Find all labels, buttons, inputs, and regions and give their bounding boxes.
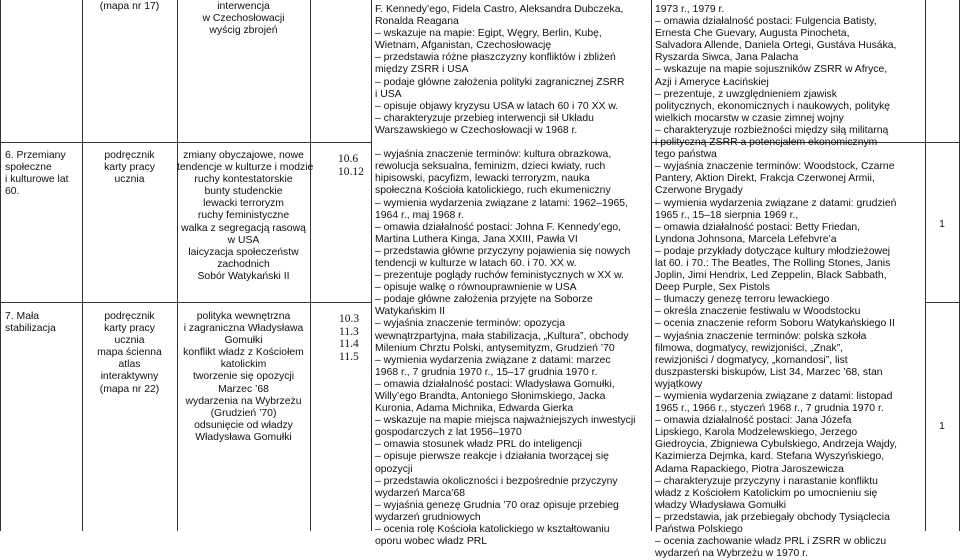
means-item: ucznia (114, 174, 145, 186)
content-cell-7 (177, 311, 310, 444)
requirement-line: Joplin, Jimi Hendrix, Led Zeppelin, Black Sabbath, (655, 270, 887, 282)
requirement-line: – wskazuje na mapie miejsca najważniejszych inwestycji (375, 415, 636, 427)
requirement-line: – charakteryzuje rozbieżności między siłą militarną (655, 124, 889, 136)
ref-item: 10.12 (338, 165, 364, 178)
content-cell-top (177, 1, 310, 37)
row-divider (0, 302, 371, 303)
requirement-line: wyjątkowy (655, 378, 703, 390)
content-item: katolickim (220, 359, 267, 371)
content-item: lewacki terroryzm (203, 198, 284, 210)
topic-cell-7 (5, 311, 81, 335)
requirement-line (375, 137, 649, 149)
requirement-line: i USA (375, 88, 402, 100)
row-divider (0, 142, 371, 143)
requirement-line: – opisuje walkę o równouprawnienie w USA (375, 282, 577, 294)
content-item: bunty studenckie (204, 186, 283, 198)
refs-cell-6 (338, 153, 371, 178)
table-border-left (0, 0, 1, 531)
requirement-line: 1964 r., maj 1968 r. (375, 209, 464, 221)
requirement-line: Lipskiego, Karola Modzelewskiego, Jerzego (655, 427, 858, 439)
requirement-line: i polityczną ZSRR a potencjałem ekonomicznym (655, 137, 878, 149)
requirement-line: filmowa, dogmatycy, rewizjoniści, „Znak”, (655, 342, 844, 354)
requirement-line: wewnątrzpartyjna, mała stabilizacja, „Kultura”, obchody (375, 330, 629, 342)
content-item: zachodnich (217, 258, 270, 270)
requirement-line: – wyjaśnia znaczenie terminów: opozycja (375, 318, 566, 330)
means-item: atlas (118, 359, 141, 371)
requirement-line: – wymienia wydarzenia związane z datami: listopad (655, 391, 893, 402)
requirement-line: – ocenia rolę Kościoła katolickiego w kształtowaniu (375, 524, 610, 536)
requirement-line: – przedstawia różne płaszczyzny konfliktów i zbliżeń (375, 52, 616, 64)
requirement-line: Lyndona Johnsona, Marcela Lefebvre’a (655, 233, 837, 245)
requirement-line: – przedstawia okoliczności i bezpośrednie przyczyny (375, 475, 618, 487)
requirement-line: wydarzeń na Wybrzeżu w 1970 r. (655, 548, 808, 560)
content-item: wydarzenia na Wybrzeżu (185, 395, 302, 407)
content-item: wyścig zbrojeń (209, 25, 278, 37)
ref-item: 11.3 (339, 325, 359, 338)
requirement-line: – omawia działalność postaci: Fulgencia Batisty, (655, 16, 877, 28)
hours-value: 1 (939, 219, 945, 230)
requirement-line: – charakteryzuje przyczyny i narastanie konfliktu (655, 475, 878, 487)
requirement-line: Willy’ego Brandta, Antoniego Słonimskiego, Jacka (375, 391, 606, 402)
requirement-line: – tłumaczy genezę terroru lewackiego (655, 294, 830, 306)
requirement-line: – podaje główne założenia polityki zagranicznej ZSRR (375, 76, 625, 88)
requirement-line: Milenium Chrztu Polski, antysemityzm, Grudzień ’70 (375, 342, 615, 354)
requirement-line: – przedstawia główne przyczyny pojawienia się nowych (375, 245, 631, 257)
content-item: ruchy kontestatorskie (194, 174, 293, 186)
means-item: karty pracy (104, 162, 155, 174)
content-item: tworzenie się opozycji (192, 371, 295, 383)
requirement-line: Azji i Ameryce Łacińskiej (655, 76, 769, 88)
content-item: tendencje w kulturze i modzie (177, 162, 314, 174)
requirement-line: – wymienia wydarzenia związane z datami: marzec (375, 354, 611, 366)
means-item: mapa ścienna (97, 347, 162, 359)
means-cell-top (82, 1, 177, 13)
requirement-line: wydarzeń grudniowych (375, 511, 481, 523)
requirement-line: Ronalda Reagana (375, 16, 459, 28)
requirement-line: duszpasterski biskupów, List 34, Marzec ’68, stan (655, 366, 883, 378)
requirement-line: Ryszarda Siwca, Jana Palacha (655, 52, 799, 64)
requirement-line: – wyjaśnia genezę Grudnia ’70 oraz opisuje przebieg (375, 499, 619, 511)
requirement-line: – omawia działalność postaci: Jana Józefa (655, 415, 852, 427)
means-item: podręcznik (104, 311, 155, 322)
requirement-line: – wskazuje na mapie sojuszników ZSRR w Afryce, (655, 64, 888, 76)
requirement-line: – charakteryzuje przebieg interwencji sił Układu (375, 112, 594, 124)
hours-cell-7 (925, 421, 959, 433)
topic-cell-6 (5, 150, 81, 198)
requirement-line: – omawia stosunek władz PRL do inteligencji (375, 439, 582, 451)
column-divider (310, 0, 311, 531)
requirement-line: opozycji (375, 463, 413, 475)
requirement-line: Kuronia, Adama Michnika, Edwarda Gierka (375, 403, 574, 415)
requirement-line: – opisuje objawy kryzysu USA w latach 60 i 70 XX w. (375, 100, 619, 112)
requirement-line: – omawia działalność postaci: Johna F. Kennedy’ego, (375, 221, 622, 233)
means-cell-7 (82, 311, 177, 396)
content-item: Władysława Gomułki (195, 431, 292, 443)
requirement-line: władz z Kościołem Katolickim po umocnieniu się (655, 487, 878, 499)
requirement-line: – określa znaczenie festiwalu w Woodstocku (655, 306, 861, 318)
topic-line: 60. (5, 186, 20, 198)
requirement-line: Państwa Polskiego (655, 524, 743, 536)
requirement-line: politycznych, ekonomicznych i naukowych, politykę (655, 100, 891, 112)
hours-value: 1 (939, 421, 945, 432)
means-item: interaktywny (100, 371, 159, 383)
topic-line: 6. Przemiany (5, 150, 66, 161)
requirement-line: – wymienia wydarzenia związane z latami: 1962–1965, (375, 197, 628, 209)
basic-requirements-column (375, 4, 649, 548)
ref-item: 10.6 (338, 153, 359, 165)
requirement-line: – wyjaśnia znaczenie terminów: polska szkoła (655, 330, 867, 342)
requirement-line: – wyjaśnia znaczenie terminów: Woodstock, Czarne (655, 161, 895, 173)
requirement-line: wydarzeń Marca’68 (375, 487, 466, 499)
requirement-line: władzy Władysława Gomułki (655, 499, 787, 511)
requirement-line: 1965 r., 1966 r., styczeń 1968 r., 7 grudnia 1970 r. (655, 403, 884, 415)
topic-line: 7. Mała (5, 311, 40, 322)
requirement-line: Martina Luthera Kinga, Jana XXIII, Pawła VI (375, 233, 578, 245)
means-item: (mapa nr 22) (99, 383, 160, 395)
column-divider (925, 0, 926, 531)
requirement-line: Salvadora Allende, Daniela Ortegi, Gustáva Husáka, (655, 40, 897, 52)
requirement-line: Deep Purple, Sex Pistols (655, 282, 770, 294)
column-divider (371, 0, 372, 531)
requirement-line: F. Kennedy’ego, Fidela Castro, Aleksandra Dubczeka, (375, 4, 624, 15)
requirement-line: między ZSRR i USA (375, 64, 469, 76)
means-item: (mapa nr 17) (99, 1, 160, 12)
means-cell-6 (82, 150, 177, 186)
requirement-line: lat 60. i 70.: The Beatles, The Rolling Stones, Janis (655, 257, 891, 269)
requirement-line: Kazimierza Dejmka, kard. Stefana Wyszyńskiego, (655, 451, 885, 463)
requirement-line: Ernesta Che Guevary, Augusta Pinocheta, (655, 28, 850, 40)
requirement-line: 1968 r., 7 grudnia 1970 r., 15–17 grudnia 1970 r. (375, 366, 598, 378)
refs-cell-7 (339, 313, 371, 363)
requirement-line: – podaje główne założenia przyjęte na Soborze (375, 294, 593, 306)
requirement-line: – wymienia wydarzenia związane z datami: grudzień (655, 197, 897, 209)
requirement-line: – wskazuje na mapie: Egipt, Węgry, Berlin, Kubę, (375, 28, 602, 40)
requirement-line: – omawia działalność postaci: Betty Friedan, (655, 221, 861, 233)
means-item: karty pracy (104, 323, 155, 335)
content-item: odsunięcie od władzy (194, 419, 293, 431)
ref-item: 11.4 (339, 338, 359, 351)
requirement-line: Watykańskim II (375, 306, 446, 318)
requirement-line: – ocenia zachowanie władz PRL i ZSRR w obliczu (655, 536, 887, 548)
requirement-line: Wietnam, Afganistan, Czechosłowację (375, 40, 552, 52)
requirement-line: Adama Rapackiego, Piotra Jaroszewicza (655, 463, 844, 475)
content-item: Marzec ’68 (218, 383, 269, 395)
hours-cell-6 (925, 219, 959, 231)
content-item: konflikt władz z Kościołem (183, 347, 304, 359)
requirement-line: Giedroycia, Zbigniewa Cybulskiego, Andrzeja Wajdy, (655, 439, 897, 451)
topic-line: społeczne (5, 162, 52, 174)
topic-line: i kulturowe lat (5, 174, 69, 186)
requirement-line: tendencji w kulturze w latach 60. i 70. XX w. (375, 257, 577, 269)
content-item: walka z segregacją rasową (181, 222, 306, 234)
means-item: ucznia (114, 335, 145, 347)
means-item: podręcznik (104, 150, 155, 161)
content-item: interwencja (217, 1, 270, 12)
row-divider (925, 302, 960, 303)
content-item: polityka wewnętrzna (196, 311, 291, 322)
requirement-line: rewizjoniści / dogmatycy, „komandosi”, list (655, 354, 848, 366)
ref-item: 11.5 (339, 350, 359, 363)
column-divider (651, 0, 652, 531)
content-item: i zagraniczna Władysława (183, 323, 304, 335)
column-divider (82, 0, 83, 531)
requirement-line: Pantery, Aktion Direkt, Frakcja Czerwonej Armii, (655, 173, 875, 185)
requirement-line: – ocenia znaczenie reform Soboru Watykańskiego II (655, 318, 895, 330)
requirement-line: – przedstawia, jak przebiegały obchody Tysiąclecia (655, 511, 890, 523)
requirement-line: społeczna Kościoła katolickiego, ruch ekumeniczny (375, 185, 611, 197)
requirement-line: wielkich mocarstw w czasie zimnej wojny (655, 112, 844, 124)
requirement-line: – prezentuje, z uwzględnieniem zjawisk (655, 88, 837, 100)
content-item: zmiany obyczajowe, nowe (183, 150, 304, 161)
content-item: Gomułki (224, 335, 263, 347)
requirement-line: – prezentuje poglądy ruchów feministycznych w XX w. (375, 270, 624, 282)
ref-item: 10.3 (339, 313, 360, 325)
requirement-line: rewolucja seksualna, feminizm, dzieci kwiaty, ruch (375, 161, 606, 173)
content-item: w USA (227, 234, 260, 246)
requirement-line: – omawia działalność postaci: Władysława Gomułki, (375, 378, 615, 390)
requirement-line: tego państwa (655, 149, 717, 161)
content-item: (Grudzień ’70) (210, 407, 277, 419)
requirement-line: Czerwone Brygady (655, 185, 743, 197)
content-item: ruchy feministyczne (197, 210, 290, 222)
content-item: w Czechosłowacji (202, 13, 285, 25)
content-item: Sobór Watykański II (197, 270, 290, 282)
extended-requirements-column (655, 4, 923, 560)
requirement-line: – opisuje pierwsze reakcje i działania tworzącej się (375, 451, 609, 463)
requirement-line: – wyjaśnia znaczenie terminów: kultura obrazkowa, (375, 149, 612, 161)
requirement-line: 1973 r., 1979 r. (655, 4, 725, 15)
requirement-line: oporu wobec władz PRL (375, 536, 488, 548)
content-item: laicyzacja społeczeństw (188, 246, 299, 258)
content-cell-6 (177, 150, 314, 283)
requirement-line: – podaje przykłady dotyczące kultury młodzieżowej (655, 245, 891, 257)
requirement-line: gospodarczych z lat 1956–1970 (375, 427, 522, 439)
requirement-line: 1965 r., 15–18 sierpnia 1969 r., (655, 209, 799, 221)
requirement-line: hipisowski, pacyfizm, lewacki terroryzm, nauka (375, 173, 590, 185)
requirement-line: Warszawskiego w Czechosłowacji w 1968 r. (375, 124, 578, 136)
topic-line: stabilizacja (5, 323, 56, 335)
